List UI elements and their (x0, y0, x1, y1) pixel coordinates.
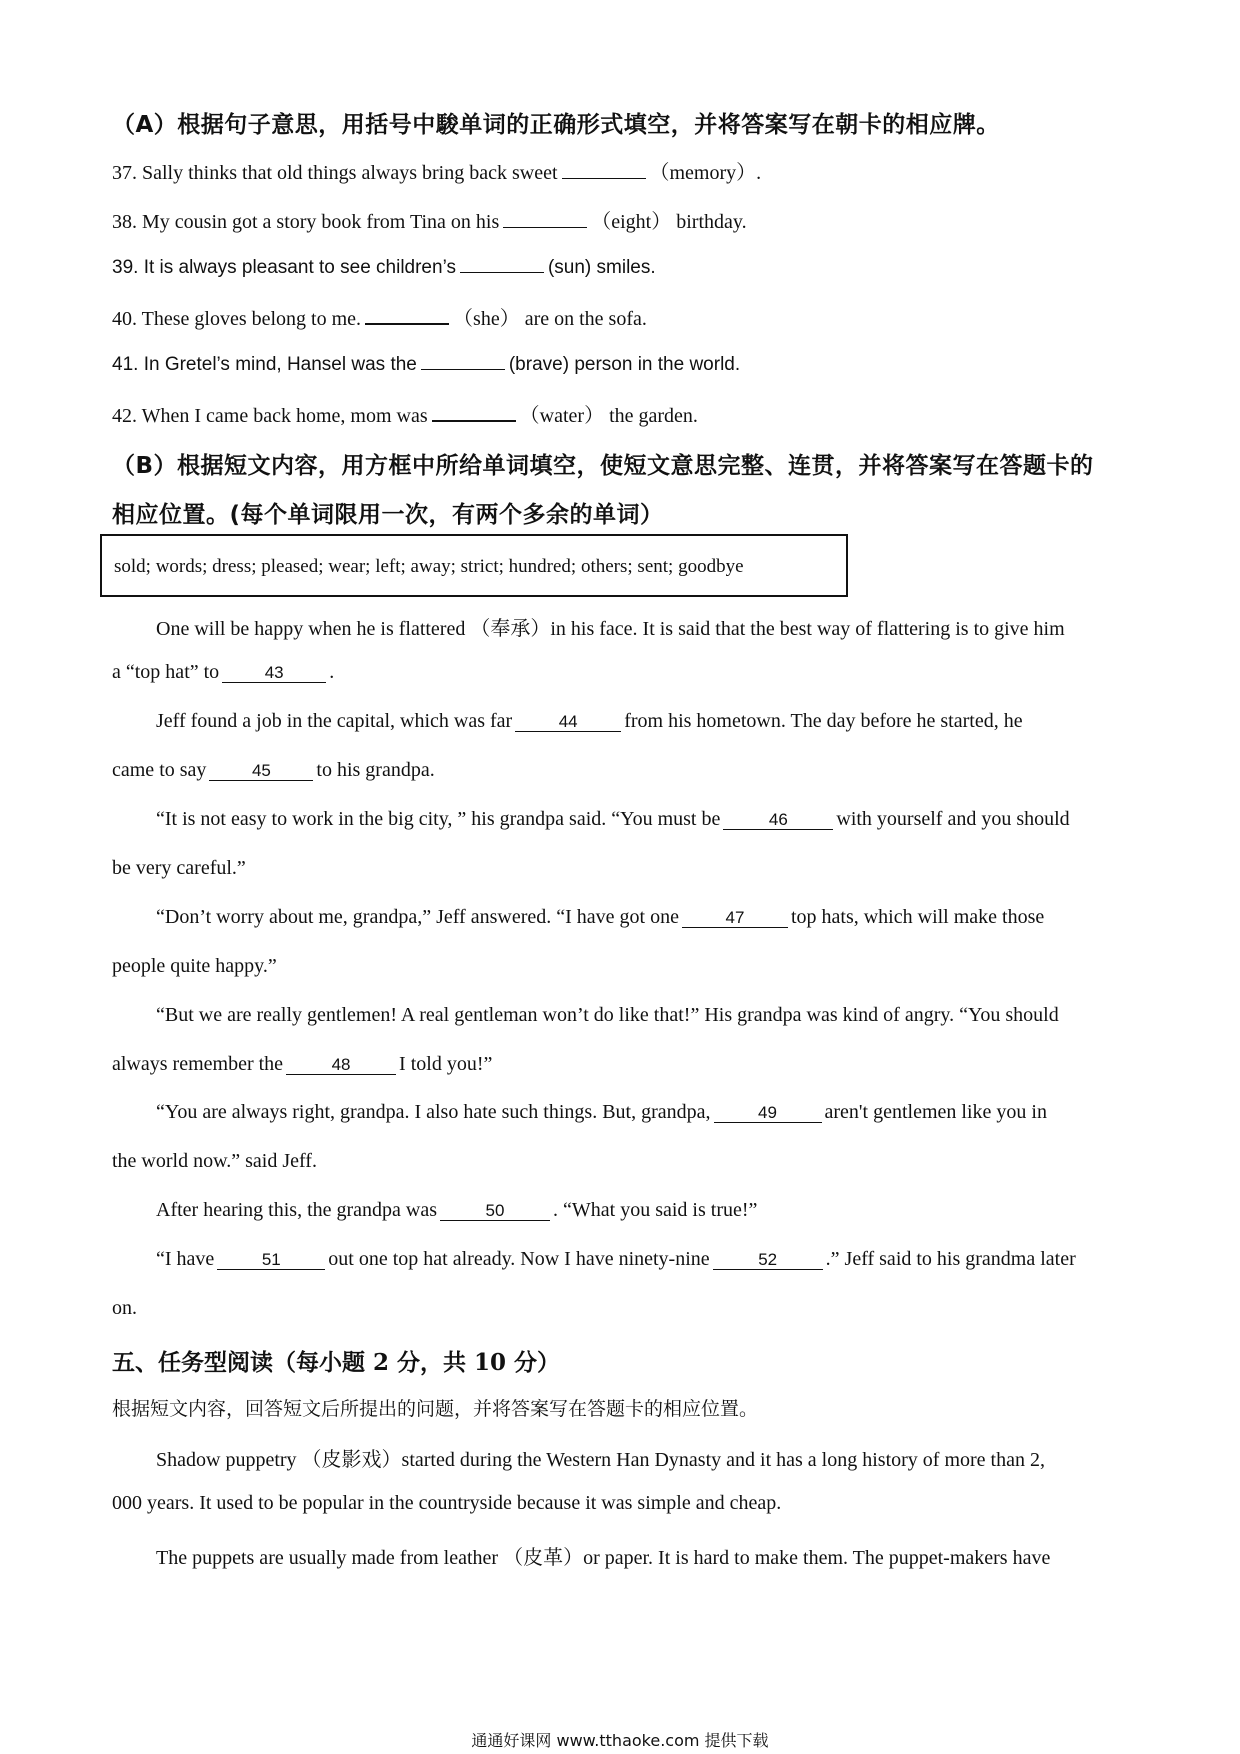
blank-48: 48 (286, 1056, 396, 1075)
passage-line (112, 661, 334, 684)
passage-text: to his grandpa. (316, 759, 435, 781)
question-41 (112, 351, 740, 376)
passage-line: One will be happy when he is flattered （奉承）in his face. It is said that the best way of flattering is to give him (156, 618, 1065, 640)
passage-line: be very careful.” (112, 857, 246, 879)
passage-text: I told you!” (399, 1053, 493, 1075)
question-text: 40. These gloves belong to me. (112, 308, 362, 330)
blank-50: 50 (440, 1202, 550, 1221)
passage-line (112, 759, 435, 782)
passage-line: the world now.” said Jeff. (112, 1150, 317, 1172)
question-hint: （memory）. (649, 162, 762, 184)
section-b-heading-line1: （B）根据短文内容，用方框中所给单词填空，使短文意思完整、连贯，并将答案写在答题卡的 (112, 453, 1094, 479)
question-hint: （water） the garden. (519, 405, 698, 427)
passage-text: After hearing this, the grandpa was (156, 1199, 438, 1221)
answer-blank (432, 402, 516, 422)
passage-text: with yourself and you should (836, 808, 1070, 830)
passage-line (112, 1053, 492, 1076)
passage-text: . (329, 661, 335, 683)
question-hint: (sun) smiles. (547, 257, 656, 278)
passage-text: a “top hat” to (112, 661, 220, 683)
answer-blank (421, 351, 505, 370)
passage-line: on. (112, 1297, 137, 1319)
section-b-heading-line2: 相应位置。(每个单词限用一次，有两个多余的单词） (112, 502, 664, 528)
answer-blank (562, 160, 646, 179)
passage-line (156, 710, 1023, 733)
passage-line (156, 1248, 1076, 1271)
blank-46: 46 (723, 811, 833, 830)
blank-52: 52 (713, 1251, 823, 1270)
question-text: 39. It is always pleasant to see children’s (112, 257, 456, 278)
passage-line: 000 years. It used to be popular in the countryside because it was simple and cheap. (112, 1492, 782, 1514)
passage-line: “But we are really gentlemen! A real gentleman won’t do like that!” His grandpa was kind of angry. “You should (156, 1004, 1059, 1026)
question-text: 38. My cousin got a story book from Tina on his (112, 211, 500, 233)
passage-text: always remember the (112, 1053, 284, 1075)
question-hint: （she） are on the sofa. (453, 308, 647, 330)
passage-line (156, 906, 1044, 929)
passage-text: “I have (156, 1248, 215, 1270)
footer-watermark: 通通好课网 www.tthaoke.com 提供下载 (471, 1731, 769, 1750)
passage-text: “You are always right, grandpa. I also hate such things. But, grandpa, (156, 1101, 711, 1123)
word-list: sold; words; dress; pleased; wear; left; away; strict; hundred; others; sent; goodbye (114, 556, 744, 577)
question-text: 42. When I came back home, mom was (112, 405, 428, 427)
passage-text: Jeff found a job in the capital, which was far (156, 710, 513, 732)
question-hint: （eight） birthday. (591, 211, 747, 233)
passage-text: “Don’t worry about me, grandpa,” Jeff answered. “I have got one (156, 906, 679, 928)
passage-text: .” Jeff said to his grandma later (825, 1248, 1076, 1270)
passage-line (156, 808, 1070, 831)
answer-blank (365, 305, 449, 325)
answer-blank (503, 209, 587, 228)
passage-text: came to say (112, 759, 207, 781)
passage-line: Shadow puppetry （皮影戏）started during the Western Han Dynasty and it has a long history of more than 2, (156, 1449, 1045, 1471)
section-a-heading: （A）根据句子意思，用括号中駿单词的正确形式填空，并将答案写在朝卡的相应牌。 (112, 112, 1000, 138)
question-text: 41. In Gretel’s mind, Hansel was the (112, 354, 417, 375)
passage-text: aren't gentlemen like you in (824, 1101, 1047, 1123)
passage-line: people quite happy.” (112, 955, 277, 977)
passage-text: “It is not easy to work in the big city, ” his grandpa said. “You must be (156, 808, 721, 830)
passage-text: top hats, which will make those (790, 906, 1045, 928)
passage-text: out one top hat already. Now I have ninety-nine (328, 1248, 710, 1270)
question-hint: (brave) person in the world. (508, 354, 741, 375)
question-39 (112, 254, 656, 279)
passage-text: from his hometown. The day before he started, he (624, 710, 1023, 732)
passage-line (156, 1101, 1047, 1124)
passage-line: The puppets are usually made from leather （皮革）or paper. It is hard to make them. The puppet-makers have (156, 1547, 1051, 1569)
blank-43: 43 (222, 664, 326, 683)
question-42 (112, 399, 698, 428)
passage-text: . “What you said is true!” (553, 1199, 758, 1221)
answer-blank (460, 254, 544, 273)
blank-47: 47 (682, 909, 788, 928)
word-box (100, 534, 848, 597)
question-40 (112, 302, 647, 331)
passage-line (156, 1199, 757, 1222)
question-38 (112, 205, 747, 234)
section-five-instruction: 根据短文内容，回答短文后所提出的问题，并将答案写在答题卡的相应位置。 (112, 1398, 759, 1420)
blank-49: 49 (714, 1104, 822, 1123)
blank-51: 51 (217, 1251, 325, 1270)
question-text: 37. Sally thinks that old things always bring back sweet (112, 162, 558, 184)
blank-45: 45 (209, 762, 313, 781)
blank-44: 44 (515, 713, 621, 732)
section-five-heading: 五、任务型阅读（每小题 2 分，共 10 分） (112, 1349, 561, 1376)
question-37 (112, 156, 761, 185)
